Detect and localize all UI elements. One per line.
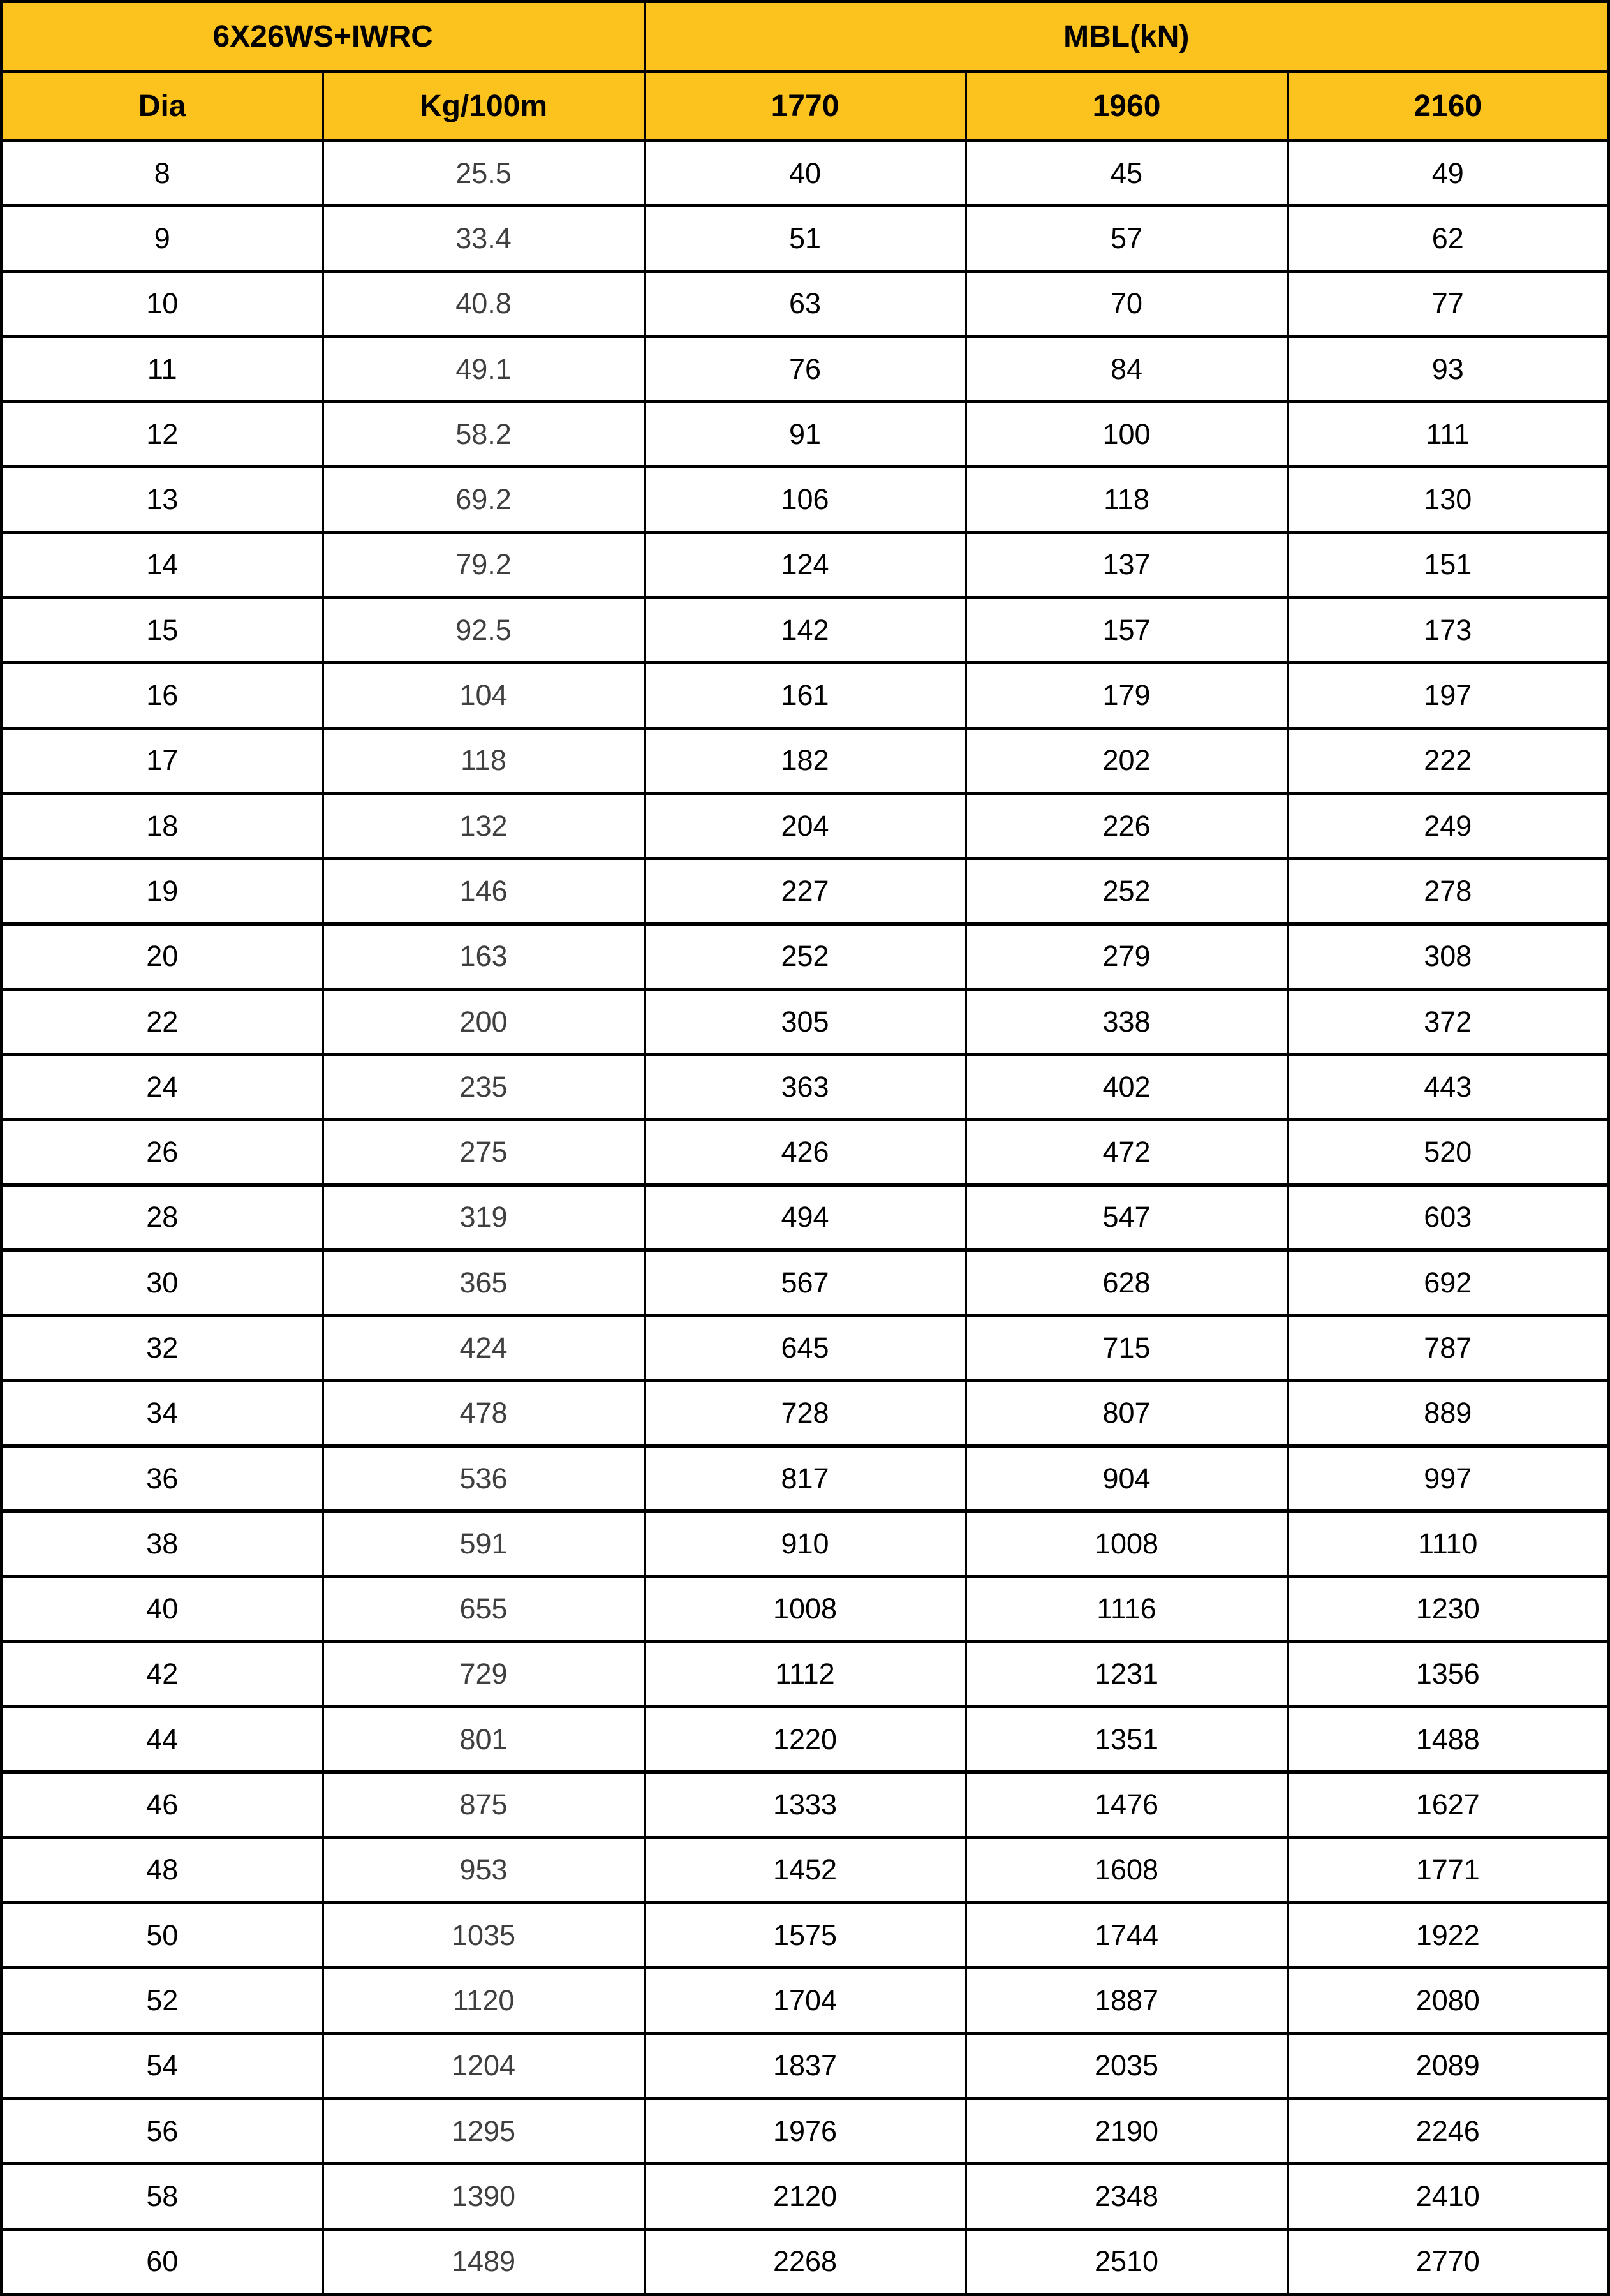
cell-kg-per-100m: 235 [323,1055,644,1120]
cell-mbl-1770: 1976 [644,2098,966,2163]
cell-kg-per-100m: 1120 [323,1968,644,2033]
cell-mbl-1770: 1452 [644,1837,966,1902]
cell-mbl-1770: 124 [644,532,966,597]
cell-kg-per-100m: 49.1 [323,336,644,401]
cell-mbl-2160: 130 [1287,467,1609,532]
col-header-grade-2160: 2160 [1287,71,1609,141]
cell-mbl-1960: 157 [966,598,1287,663]
table-row [1,1120,1609,1185]
cell-kg-per-100m: 875 [323,1772,644,1837]
cell-dia: 42 [1,1641,323,1707]
cell-dia: 9 [1,206,323,271]
cell-mbl-2160: 249 [1287,793,1609,858]
cell-mbl-1770: 63 [644,271,966,336]
cell-dia: 13 [1,467,323,532]
cell-mbl-1960: 904 [966,1446,1287,1511]
cell-mbl-2160: 173 [1287,598,1609,663]
cell-mbl-1960: 1887 [966,1968,1287,2033]
cell-dia: 50 [1,1903,323,1968]
cell-dia: 54 [1,2033,323,2098]
cell-mbl-2160: 1627 [1287,1772,1609,1837]
cell-mbl-1770: 40 [644,141,966,206]
cell-kg-per-100m: 424 [323,1315,644,1381]
cell-mbl-1770: 1008 [644,1576,966,1641]
table-row [1,1381,1609,1446]
table-row [1,989,1609,1054]
cell-mbl-1960: 2190 [966,2098,1287,2163]
cell-mbl-2160: 372 [1287,989,1609,1054]
cell-dia: 20 [1,924,323,989]
rope-construction-header: 6X26WS+IWRC [1,2,644,71]
cell-mbl-1960: 1231 [966,1641,1287,1707]
cell-mbl-1960: 202 [966,728,1287,793]
cell-mbl-2160: 197 [1287,663,1609,728]
cell-mbl-1960: 279 [966,924,1287,989]
cell-dia: 16 [1,663,323,728]
cell-dia: 24 [1,1055,323,1120]
cell-mbl-1770: 51 [644,206,966,271]
cell-mbl-1770: 1112 [644,1641,966,1707]
cell-dia: 32 [1,1315,323,1381]
table-row [1,1315,1609,1381]
table-row [1,402,1609,467]
table-row [1,793,1609,858]
cell-mbl-1960: 57 [966,206,1287,271]
col-header-kg-per-100m: Kg/100m [323,71,644,141]
cell-mbl-1960: 1608 [966,1837,1287,1902]
cell-mbl-2160: 2246 [1287,2098,1609,2163]
table-row [1,2229,1609,2295]
table-row [1,1968,1609,2033]
cell-mbl-1960: 472 [966,1120,1287,1185]
cell-kg-per-100m: 200 [323,989,644,1054]
cell-mbl-1960: 100 [966,402,1287,467]
table-row [1,1511,1609,1576]
cell-mbl-2160: 889 [1287,1381,1609,1446]
cell-mbl-1770: 645 [644,1315,966,1381]
cell-kg-per-100m: 33.4 [323,206,644,271]
cell-mbl-1770: 494 [644,1185,966,1250]
cell-mbl-2160: 443 [1287,1055,1609,1120]
cell-mbl-2160: 692 [1287,1250,1609,1315]
cell-mbl-2160: 1230 [1287,1576,1609,1641]
cell-mbl-2160: 2410 [1287,2164,1609,2229]
cell-mbl-1770: 91 [644,402,966,467]
cell-dia: 14 [1,532,323,597]
cell-mbl-1960: 179 [966,663,1287,728]
cell-mbl-2160: 1110 [1287,1511,1609,1576]
table-row [1,1185,1609,1250]
cell-kg-per-100m: 58.2 [323,402,644,467]
cell-mbl-1770: 1575 [644,1903,966,1968]
cell-mbl-1770: 142 [644,598,966,663]
cell-dia: 28 [1,1185,323,1250]
table-row [1,532,1609,597]
cell-dia: 22 [1,989,323,1054]
cell-kg-per-100m: 478 [323,1381,644,1446]
cell-mbl-1770: 204 [644,793,966,858]
cell-mbl-2160: 278 [1287,859,1609,924]
table-row [1,1837,1609,1902]
cell-dia: 46 [1,1772,323,1837]
table-row [1,728,1609,793]
cell-dia: 11 [1,336,323,401]
cell-mbl-1770: 1220 [644,1707,966,1772]
cell-dia: 18 [1,793,323,858]
cell-mbl-2160: 308 [1287,924,1609,989]
cell-dia: 36 [1,1446,323,1511]
cell-kg-per-100m: 1204 [323,2033,644,2098]
cell-mbl-1770: 1333 [644,1772,966,1837]
table-row [1,1446,1609,1511]
cell-mbl-1960: 2348 [966,2164,1287,2229]
cell-mbl-1960: 252 [966,859,1287,924]
cell-kg-per-100m: 146 [323,859,644,924]
cell-mbl-2160: 2089 [1287,2033,1609,2098]
cell-dia: 60 [1,2229,323,2295]
col-header-grade-1770: 1770 [644,71,966,141]
table-row [1,1707,1609,1772]
cell-mbl-1770: 910 [644,1511,966,1576]
cell-kg-per-100m: 729 [323,1641,644,1707]
table-body [1,141,1609,2295]
cell-mbl-1770: 426 [644,1120,966,1185]
cell-dia: 15 [1,598,323,663]
cell-kg-per-100m: 1489 [323,2229,644,2295]
cell-mbl-2160: 1488 [1287,1707,1609,1772]
cell-kg-per-100m: 536 [323,1446,644,1511]
cell-mbl-1960: 137 [966,532,1287,597]
cell-mbl-1770: 728 [644,1381,966,1446]
table-row [1,1576,1609,1641]
cell-mbl-1770: 1704 [644,1968,966,2033]
cell-mbl-1770: 106 [644,467,966,532]
cell-mbl-1960: 715 [966,1315,1287,1381]
cell-mbl-1770: 161 [644,663,966,728]
table-row [1,271,1609,336]
cell-dia: 17 [1,728,323,793]
cell-mbl-2160: 1771 [1287,1837,1609,1902]
cell-mbl-1770: 305 [644,989,966,1054]
cell-kg-per-100m: 655 [323,1576,644,1641]
cell-mbl-2160: 2770 [1287,2229,1609,2295]
cell-dia: 48 [1,1837,323,1902]
cell-kg-per-100m: 69.2 [323,467,644,532]
cell-mbl-2160: 93 [1287,336,1609,401]
cell-kg-per-100m: 275 [323,1120,644,1185]
cell-kg-per-100m: 118 [323,728,644,793]
cell-mbl-2160: 111 [1287,402,1609,467]
table-row [1,663,1609,728]
cell-mbl-1770: 76 [644,336,966,401]
cell-mbl-2160: 222 [1287,728,1609,793]
cell-dia: 8 [1,141,323,206]
cell-dia: 40 [1,1576,323,1641]
cell-dia: 26 [1,1120,323,1185]
cell-mbl-1960: 226 [966,793,1287,858]
cell-mbl-1960: 84 [966,336,1287,401]
cell-mbl-2160: 1356 [1287,1641,1609,1707]
cell-mbl-1960: 402 [966,1055,1287,1120]
cell-kg-per-100m: 132 [323,793,644,858]
table-row [1,1055,1609,1120]
cell-kg-per-100m: 365 [323,1250,644,1315]
cell-mbl-1960: 70 [966,271,1287,336]
table-header [1,2,1609,141]
cell-kg-per-100m: 25.5 [323,141,644,206]
table-row [1,206,1609,271]
table-row [1,2164,1609,2229]
cell-mbl-1960: 807 [966,1381,1287,1446]
cell-mbl-1770: 2120 [644,2164,966,2229]
cell-dia: 52 [1,1968,323,2033]
cell-mbl-1960: 1476 [966,1772,1287,1837]
column-header-row [1,71,1609,141]
table-row [1,1250,1609,1315]
cell-mbl-1960: 1008 [966,1511,1287,1576]
table-row [1,1903,1609,1968]
cell-mbl-1770: 363 [644,1055,966,1120]
cell-mbl-1960: 628 [966,1250,1287,1315]
cell-kg-per-100m: 104 [323,663,644,728]
cell-kg-per-100m: 591 [323,1511,644,1576]
cell-mbl-1960: 2035 [966,2033,1287,2098]
table-row [1,2098,1609,2163]
table-row [1,141,1609,206]
cell-kg-per-100m: 92.5 [323,598,644,663]
cell-mbl-1960: 118 [966,467,1287,532]
cell-mbl-2160: 49 [1287,141,1609,206]
cell-mbl-2160: 77 [1287,271,1609,336]
cell-mbl-1960: 1351 [966,1707,1287,1772]
table-row [1,2033,1609,2098]
table-row [1,1772,1609,1837]
cell-kg-per-100m: 953 [323,1837,644,1902]
col-header-dia: Dia [1,71,323,141]
cell-mbl-1770: 817 [644,1446,966,1511]
cell-kg-per-100m: 163 [323,924,644,989]
cell-mbl-1960: 338 [966,989,1287,1054]
cell-kg-per-100m: 1295 [323,2098,644,2163]
cell-mbl-2160: 151 [1287,532,1609,597]
table-row [1,859,1609,924]
cell-kg-per-100m: 79.2 [323,532,644,597]
cell-kg-per-100m: 1035 [323,1903,644,1968]
mbl-header: MBL(kN) [644,2,1609,71]
cell-mbl-1960: 1116 [966,1576,1287,1641]
cell-kg-per-100m: 1390 [323,2164,644,2229]
col-header-grade-1960: 1960 [966,71,1287,141]
cell-mbl-1770: 1837 [644,2033,966,2098]
cell-dia: 58 [1,2164,323,2229]
cell-mbl-1960: 45 [966,141,1287,206]
cell-dia: 38 [1,1511,323,1576]
cell-dia: 12 [1,402,323,467]
cell-dia: 56 [1,2098,323,2163]
table-row [1,598,1609,663]
cell-dia: 10 [1,271,323,336]
cell-kg-per-100m: 319 [323,1185,644,1250]
cell-mbl-1960: 547 [966,1185,1287,1250]
cell-kg-per-100m: 801 [323,1707,644,1772]
table-row [1,467,1609,532]
cell-dia: 19 [1,859,323,924]
cell-mbl-2160: 1922 [1287,1903,1609,1968]
cell-dia: 44 [1,1707,323,1772]
cell-dia: 30 [1,1250,323,1315]
cell-mbl-1770: 182 [644,728,966,793]
cell-mbl-2160: 62 [1287,206,1609,271]
cell-mbl-2160: 520 [1287,1120,1609,1185]
cell-mbl-1960: 2510 [966,2229,1287,2295]
cell-mbl-2160: 997 [1287,1446,1609,1511]
cell-mbl-1770: 2268 [644,2229,966,2295]
table-row [1,924,1609,989]
table-row [1,336,1609,401]
cell-mbl-2160: 603 [1287,1185,1609,1250]
table-row [1,1641,1609,1707]
cell-kg-per-100m: 40.8 [323,271,644,336]
cell-mbl-2160: 2080 [1287,1968,1609,2033]
cell-mbl-1770: 227 [644,859,966,924]
group-header-row [1,2,1609,71]
cell-mbl-1770: 567 [644,1250,966,1315]
cell-mbl-1960: 1744 [966,1903,1287,1968]
cell-dia: 34 [1,1381,323,1446]
cell-mbl-1770: 252 [644,924,966,989]
cell-mbl-2160: 787 [1287,1315,1609,1381]
